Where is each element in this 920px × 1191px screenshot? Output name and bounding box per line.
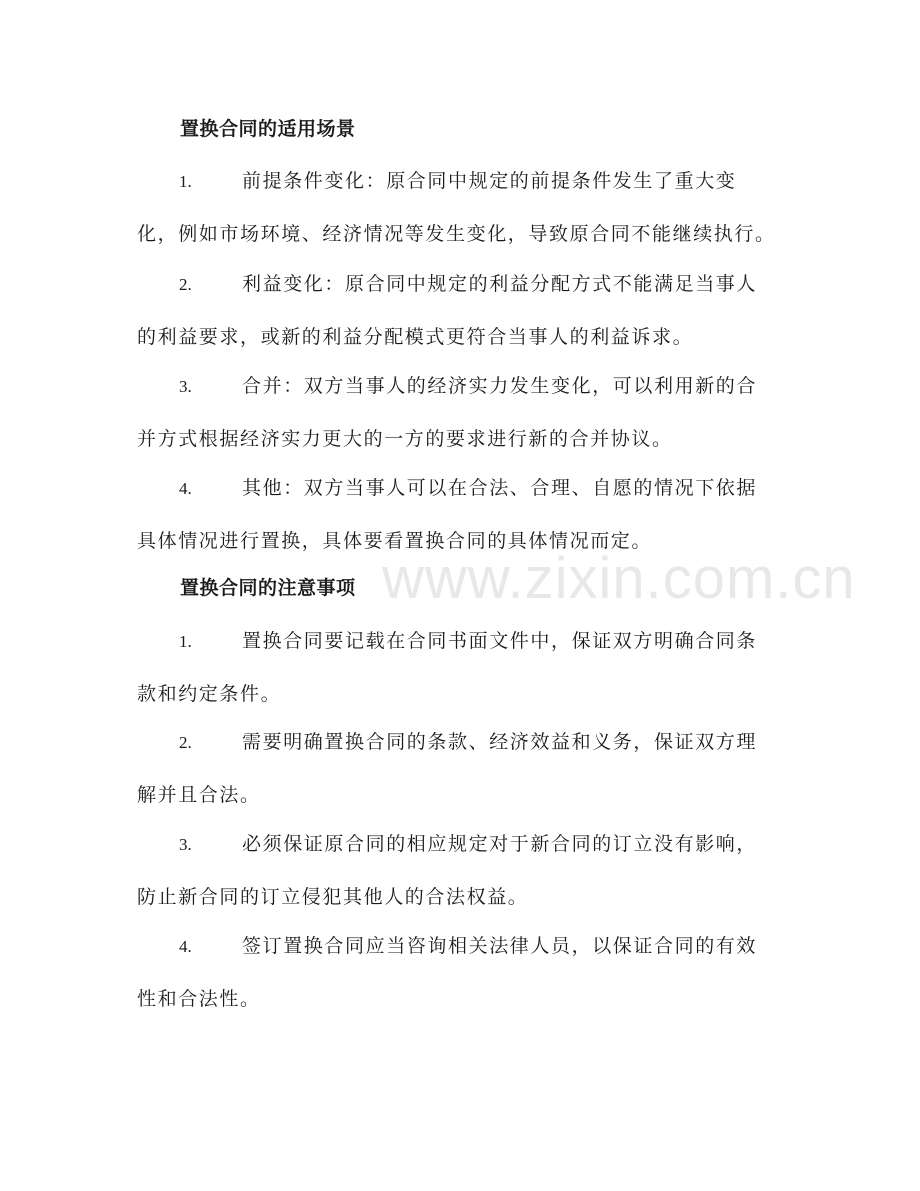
list-number: 1. bbox=[179, 172, 192, 191]
list-number: 3. bbox=[179, 377, 192, 396]
list-item bbox=[137, 615, 777, 720]
list-item bbox=[137, 155, 777, 260]
list-text: 前提条件变化：原合同中规定的前提条件发生了重大变化，例如市场环境、经济情况等发生变化，导致原合同不能继续执行。 bbox=[137, 170, 776, 245]
list-text: 利益变化：原合同中规定的利益分配方式不能满足当事人的利益要求，或新的利益分配模式更符合当事人的利益诉求。 bbox=[137, 273, 758, 348]
watermark: www.zixin.com.cn bbox=[382, 546, 856, 611]
list-number: 4. bbox=[179, 937, 192, 956]
list-text: 置换合同要记载在合同书面文件中，保证双方明确合同条款和约定条件。 bbox=[137, 630, 758, 705]
list-text: 合并：双方当事人的经济实力发生变化，可以利用新的合并方式根据经济实力更大的一方的要求进行新的合并协议。 bbox=[137, 375, 758, 450]
list-text: 签订置换合同应当咨询相关法律人员，以保证合同的有效性和合法性。 bbox=[137, 935, 758, 1010]
list-item bbox=[137, 920, 777, 1025]
list-item bbox=[137, 258, 777, 363]
list-number: 4. bbox=[179, 479, 192, 498]
list-item bbox=[137, 462, 777, 567]
section-heading-scenarios: 置换合同的适用场景 bbox=[180, 118, 356, 140]
list-item bbox=[137, 360, 777, 465]
list-number: 1. bbox=[179, 632, 192, 651]
list-text: 需要明确置换合同的条款、经济效益和义务，保证双方理解并且合法。 bbox=[137, 731, 758, 806]
list-text: 必须保证原合同的相应规定对于新合同的订立没有影响，防止新合同的订立侵犯其他人的合法权益。 bbox=[137, 833, 758, 908]
section-heading-notes: 置换合同的注意事项 bbox=[180, 577, 356, 599]
list-number: 3. bbox=[179, 835, 192, 854]
list-text: 其他：双方当事人可以在合法、合理、自愿的情况下依据具体情况进行置换，具体要看置换合同的具体情况而定。 bbox=[137, 477, 758, 552]
list-item bbox=[137, 716, 777, 821]
list-number: 2. bbox=[179, 275, 192, 294]
list-number: 2. bbox=[179, 733, 192, 752]
list-item bbox=[137, 818, 777, 923]
